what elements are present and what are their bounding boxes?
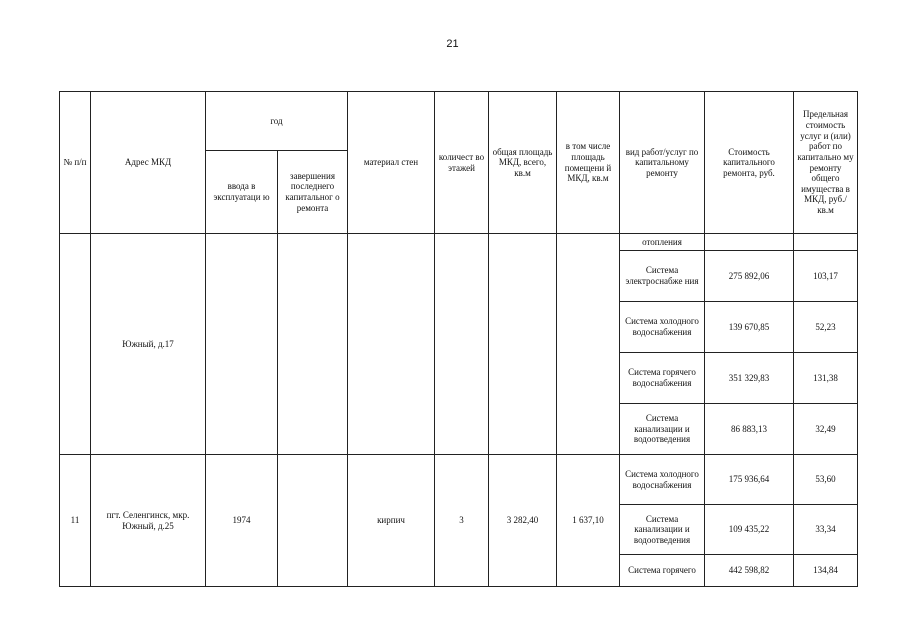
cost-cell: 442 598,82 [705,555,794,587]
b10-premises-area [557,234,620,455]
cost-cell [705,234,794,251]
max-cost-cell: 131,38 [794,353,858,404]
b10-total-area [489,234,557,455]
table-row [60,234,858,251]
cost-cell: 109 435,22 [705,505,794,555]
work-type-cell: Система холодного водоснабжения [620,455,705,505]
b10-address: Южный, д.17 [91,234,206,455]
table-row [60,455,858,505]
max-cost-cell: 103,17 [794,251,858,302]
header-year-commission: ввода в эксплуатаци ю [206,151,278,234]
work-type-cell: Система электроснабже ния [620,251,705,302]
max-cost-cell: 134,84 [794,555,858,587]
b11-premises-area: 1 637,10 [557,455,620,587]
work-type-cell: Система горячего водоснабжения [620,353,705,404]
header-floors: количест во этажей [435,92,489,234]
header-row-1 [60,92,858,151]
max-cost-cell: 52,23 [794,302,858,353]
max-cost-cell [794,234,858,251]
repair-table [59,91,858,587]
b11-address: пгт. Селенгинск, мкр. Южный, д.25 [91,455,206,587]
cost-cell: 351 329,83 [705,353,794,404]
b10-floors [435,234,489,455]
max-cost-cell: 33,34 [794,505,858,555]
header-address: Адрес МКД [91,92,206,234]
b10-year-last-repair [278,234,348,455]
header-wall-material: материал стен [348,92,435,234]
cost-cell: 86 883,13 [705,404,794,455]
header-year: год [206,92,348,151]
b11-num: 11 [60,455,91,587]
work-type-cell: отопления [620,234,705,251]
b11-year-commission: 1974 [206,455,278,587]
b11-year-last-repair [278,455,348,587]
b10-wall-material [348,234,435,455]
header-total-area: общая площадь МКД, всего, кв.м [489,92,557,234]
max-cost-cell: 32,49 [794,404,858,455]
b11-total-area: 3 282,40 [489,455,557,587]
b11-wall-material: кирпич [348,455,435,587]
work-type-cell: Система холодного водоснабжения [620,302,705,353]
cost-cell: 139 670,85 [705,302,794,353]
header-year-last-repair: завершения последнего капитальног о ремонта [278,151,348,234]
header-cost: Стоимость капитального ремонта, руб. [705,92,794,234]
b10-year-commission [206,234,278,455]
header-work-type: вид работ/услуг по капитальному ремонту [620,92,705,234]
max-cost-cell: 53,60 [794,455,858,505]
work-type-cell: Система канализации и водоотведения [620,505,705,555]
cost-cell: 275 892,06 [705,251,794,302]
header-premises-area: в том числе площадь помещени й МКД, кв.м [557,92,620,234]
work-type-cell: Система горячего [620,555,705,587]
page-number: 21 [446,38,459,50]
header-max-cost: Предельная стоимость услуг и (или) работ по капитально му ремонту общего имущества в МКД, руб./кв.м [794,92,858,234]
cost-cell: 175 936,64 [705,455,794,505]
work-type-cell: Система канализации и водоотведения [620,404,705,455]
header-num: № п/п [60,92,91,234]
b11-floors: 3 [435,455,489,587]
b10-num [60,234,91,455]
